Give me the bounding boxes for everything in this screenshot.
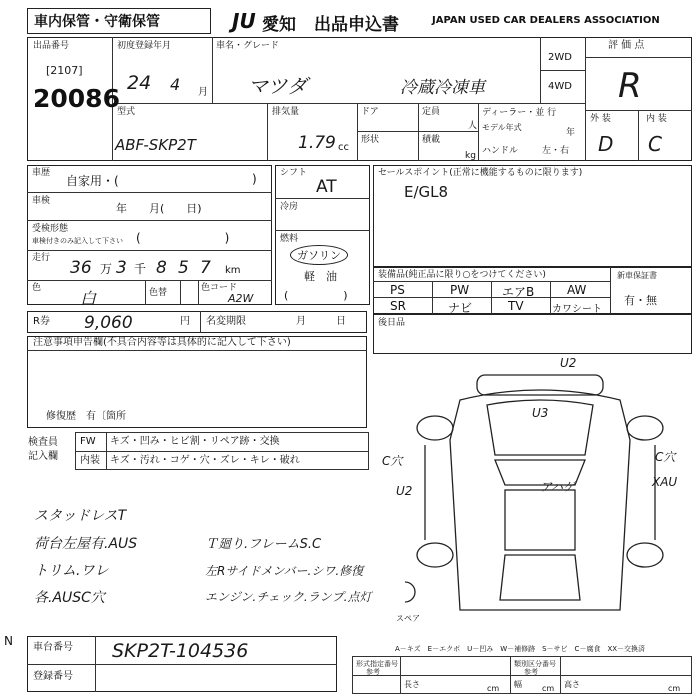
mileage-unit: km bbox=[225, 265, 241, 276]
interior-grade: C bbox=[648, 132, 662, 156]
vehicle-type-note: 車検付きのみ記入して下さい bbox=[32, 237, 123, 245]
fuel-diesel: 軽 油 bbox=[304, 270, 337, 283]
equip-sr: SR bbox=[390, 299, 406, 313]
int-check-list: キズ・汚れ・コゲ・穴・ズレ・キレ・破れ bbox=[110, 455, 300, 466]
note-line-3: トリム.ワレ bbox=[34, 563, 109, 579]
shape-label: 形状 bbox=[361, 135, 380, 145]
mileage-100: 8 bbox=[156, 258, 167, 278]
first-reg-label: 初度登録年月 bbox=[117, 41, 172, 51]
new-warranty-label: 新車保証書 bbox=[617, 271, 657, 280]
ext-check-list: キズ・凹み・ヒビ割・リペア跡・交換 bbox=[110, 436, 280, 447]
height-label: 高さ bbox=[564, 680, 580, 689]
sales-point-label: セールスポイント(正常に機能するものに限ります) bbox=[378, 168, 583, 178]
doors-label: ドア bbox=[361, 107, 379, 117]
int-label: 内装 bbox=[80, 455, 100, 466]
reg-number-label: 登録番号 bbox=[33, 671, 73, 682]
front-left-wheel bbox=[417, 416, 453, 440]
ac-label: 冷房 bbox=[280, 202, 299, 212]
capacity-label: 定員 bbox=[422, 107, 441, 117]
equip-aw: AW bbox=[567, 283, 587, 297]
mileage-sen: 千 bbox=[134, 262, 147, 276]
reg-year: 24 bbox=[127, 72, 152, 94]
sales-point-value: E/GL8 bbox=[404, 183, 449, 201]
body-outline bbox=[450, 390, 630, 610]
roof-panel bbox=[505, 490, 575, 550]
rear-left-wheel bbox=[417, 543, 453, 567]
score-label: 評 価 点 bbox=[608, 40, 645, 51]
fw-label: FW bbox=[80, 436, 96, 447]
mileage-1: 7 bbox=[200, 258, 211, 278]
fuel-label: 燃料 bbox=[280, 234, 299, 244]
mark-right-mid: XAU bbox=[652, 475, 678, 489]
note-line-4: 各.AUSC穴 bbox=[34, 590, 105, 606]
width-label: 幅 bbox=[514, 680, 522, 689]
person-unit: 人 bbox=[468, 121, 478, 131]
ju-logo: JU bbox=[232, 9, 256, 33]
inspection-date: 年 月( 日) bbox=[116, 202, 202, 215]
color-value: 白 bbox=[80, 289, 97, 308]
note-right-1: Ｔ廻り.フレームS.C bbox=[205, 537, 322, 552]
association-name: JAPAN USED CAR DEALERS ASSOCIATION bbox=[432, 15, 660, 26]
car-name: マツダ bbox=[248, 74, 308, 98]
color-change-label: 色替 bbox=[149, 288, 168, 298]
next-day-label: 後日品 bbox=[378, 318, 406, 328]
model-type-label: 型式 bbox=[117, 107, 136, 117]
handle-options: 左・右 bbox=[542, 146, 570, 156]
front-bumper bbox=[477, 375, 603, 395]
equip-ps: PS bbox=[390, 283, 405, 297]
lot-number: 20086 bbox=[33, 84, 120, 113]
displacement-unit: cc bbox=[338, 142, 349, 153]
mark-left-mid: U2 bbox=[396, 484, 413, 498]
equip-airbag: エアB bbox=[502, 285, 535, 299]
sales-point-block bbox=[373, 165, 692, 267]
length-label: 長さ bbox=[404, 680, 420, 689]
car-grade: 冷蔵冷凍車 bbox=[400, 78, 485, 98]
shift-label: シフト bbox=[280, 168, 308, 178]
private-use-option: 自家用・( bbox=[66, 174, 119, 188]
next-day-block bbox=[373, 314, 692, 354]
inspector-label: 検査員 記入欄 bbox=[28, 437, 58, 462]
front-right-wheel bbox=[627, 416, 663, 440]
equip-pw: PW bbox=[450, 283, 470, 297]
fuel-other-paren: ( ) bbox=[284, 289, 348, 302]
recycle-label: R券 bbox=[33, 316, 50, 327]
handle-label: ハンドル bbox=[482, 146, 519, 156]
notes-title: 注意事項申告欄(不具合内容等は具体的に記入して下さい) bbox=[33, 337, 291, 348]
car-name-label: 車名・グレード bbox=[216, 41, 280, 51]
model-year-label: モデル年式 bbox=[482, 123, 522, 132]
chassis-number: SKP2T-104536 bbox=[112, 640, 249, 662]
displacement-label: 排気量 bbox=[272, 107, 300, 117]
mileage-10k: 36 bbox=[70, 258, 92, 278]
width-unit: cm bbox=[542, 684, 555, 693]
history-close-paren: ) bbox=[252, 172, 257, 186]
length-unit: cm bbox=[487, 684, 500, 693]
mark-front: U2 bbox=[560, 356, 577, 370]
name-change-date: 月 日 bbox=[296, 316, 346, 327]
model-type: ABF-SKP2T bbox=[115, 136, 196, 154]
lot-bracket: [2107] bbox=[46, 64, 83, 77]
org-name: 愛知 bbox=[262, 15, 296, 35]
repair-history-label: 修復歴 有〔箇所 bbox=[46, 411, 126, 422]
exterior-label: 外 装 bbox=[590, 114, 611, 124]
rear-right-wheel bbox=[627, 543, 663, 567]
mark-roof: アハゲ bbox=[540, 480, 576, 494]
equip-navi: ナビ bbox=[448, 301, 473, 315]
form-title: 出品申込書 bbox=[314, 15, 399, 35]
4wd-label: 4WD bbox=[548, 81, 572, 92]
fuel-selected: ガソリン bbox=[290, 245, 348, 265]
vehicle-type-label: 受検形態 bbox=[32, 224, 69, 234]
displacement-value: 1.79 bbox=[298, 133, 336, 153]
load-label: 積載 bbox=[422, 135, 441, 145]
note-line-2: 荷台左屋有.AUS bbox=[34, 536, 138, 552]
color-label: 色 bbox=[32, 283, 42, 293]
interior-label: 内 装 bbox=[646, 114, 667, 124]
reg-month-unit: 月 bbox=[198, 87, 208, 98]
warranty-options: 有・無 bbox=[624, 294, 657, 307]
history-label: 車歴 bbox=[32, 168, 51, 178]
recycle-yen: 円 bbox=[180, 316, 190, 327]
mileage-label: 走行 bbox=[32, 253, 51, 263]
spare-tire bbox=[405, 582, 415, 602]
model-year-unit: 年 bbox=[566, 128, 576, 138]
equipment-label: 装備品(純正品に限り○をつけてください) bbox=[378, 270, 546, 280]
mark-right-front: C穴 bbox=[655, 450, 676, 464]
tailgate bbox=[500, 555, 580, 600]
2wd-label: 2WD bbox=[548, 52, 572, 63]
note-line-1: スタッドレスT bbox=[34, 508, 127, 524]
reg-month: 4 bbox=[170, 75, 181, 94]
vehicle-type-paren: ( ) bbox=[136, 231, 230, 245]
mileage-1k: 3 bbox=[116, 258, 127, 278]
shift-value: AT bbox=[316, 177, 337, 197]
storage-text: 車内保管・守衛保管 bbox=[34, 14, 160, 30]
mileage-man: 万 bbox=[100, 262, 113, 276]
color-code-value: A2W bbox=[228, 292, 254, 305]
storage-tag bbox=[27, 8, 211, 34]
fixed-spec-label: 形式指定番号 bbox=[356, 660, 398, 668]
spare-label: スペア bbox=[396, 614, 420, 623]
height-unit: cm bbox=[668, 684, 681, 693]
note-right-3: エンジン.チェック.ランプ.点灯 bbox=[205, 590, 372, 604]
dealer-label: ディーラー・並 行 bbox=[482, 108, 557, 118]
reference-label-1: 参考 bbox=[366, 668, 380, 676]
lot-number-label: 出品番号 bbox=[33, 41, 70, 51]
mark-left-front: C穴 bbox=[382, 454, 403, 468]
mark-hood: U3 bbox=[532, 406, 549, 420]
exterior-grade: D bbox=[598, 132, 614, 156]
equip-tv: TV bbox=[508, 299, 524, 313]
side-marker: N bbox=[4, 634, 13, 648]
name-change-label: 名変期限 bbox=[206, 316, 246, 327]
class-no-label: 類別区分番号 bbox=[514, 660, 556, 668]
kg-unit: kg bbox=[465, 151, 476, 161]
equip-leather: カワシート bbox=[552, 304, 602, 315]
inspection-label: 車検 bbox=[32, 196, 51, 206]
chassis-label: 車台番号 bbox=[33, 642, 73, 653]
note-right-2: 左Rサイドメンバー.シワ.修復 bbox=[205, 564, 364, 578]
damage-legend: A－キズ E－エクボ U－凹み W－補修跡 S－サビ C－腐食 XX－交換済 bbox=[395, 645, 646, 653]
score-value: R bbox=[618, 66, 642, 106]
recycle-amount: 9,060 bbox=[84, 313, 133, 333]
color-code-label: 色コード bbox=[201, 283, 238, 293]
reference-label-2: 参考 bbox=[524, 668, 538, 676]
mileage-10: 5 bbox=[178, 258, 189, 278]
